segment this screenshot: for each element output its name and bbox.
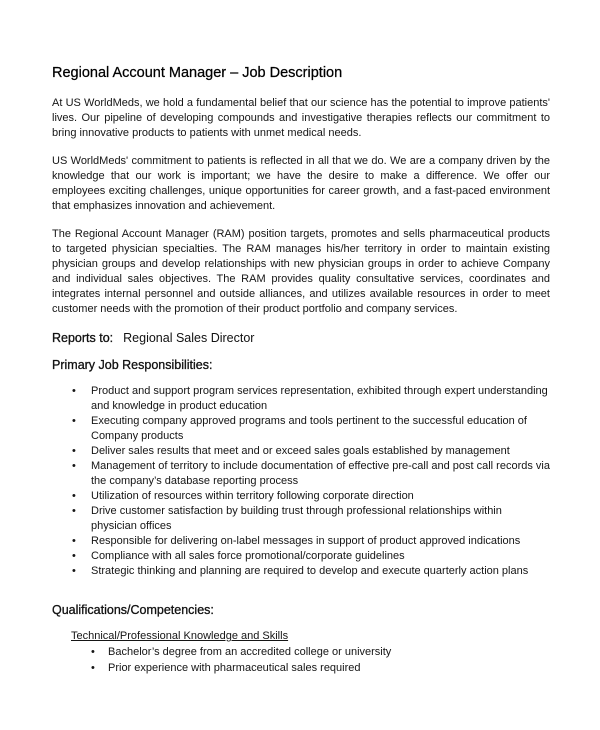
- bullet-icon: •: [72, 550, 76, 562]
- list-item: • Strategic thinking and planning are required to develop and execute quarterly action plans: [72, 565, 529, 577]
- list-item: • Product and support program services representation, exhibited through expert understanding and knowledge in product education: [72, 385, 548, 412]
- responsibilities-heading: Primary Job Responsibilities:: [52, 358, 213, 372]
- bullet-icon: •: [72, 535, 76, 547]
- position-paragraph: The Regional Account Manager (RAM) position targets, promotes and sells pharmaceutical products to targeted physician specialties. The RAM manages his/her territory in order to maintain existing physician groups and develop relationships with new physician groups in order to achieve Company and individual sales objectives. The RAM provides quality consultative services, coordinates and integrates internal personnel and outside alliances, and utilizes available resources in order to meet customer needs with the promotion of their product portfolio and company services.: [52, 228, 550, 315]
- document-title: Regional Account Manager – Job Description: [52, 65, 343, 81]
- bullet-icon: •: [72, 445, 76, 457]
- list-item: • Responsible for delivering on-label messages in support of product approved indications: [72, 535, 521, 547]
- bullet-icon: •: [72, 490, 76, 502]
- bullet-icon: •: [72, 505, 76, 517]
- list-item: • Compliance with all sales force promotional/corporate guidelines: [72, 550, 405, 562]
- bullet-icon: •: [72, 415, 76, 427]
- reports-to-value: Regional Sales Director: [123, 331, 255, 345]
- list-item: • Prior experience with pharmaceutical sales required: [52, 661, 550, 677]
- commitment-paragraph: US WorldMeds' commitment to patients is reflected in all that we do. We are a company driven by the knowledge that our work is important; we have the desire to make a difference. We offer our employees exciting challenges, unique opportunities for career growth, and a fast-paced environment that emphasizes innovation and achievement.: [52, 155, 550, 212]
- list-item: • Executing company approved programs and tools pertinent to the successful education of Company products: [72, 415, 527, 442]
- responsibilities-list: [52, 384, 550, 579]
- qualifications-list: [52, 645, 550, 676]
- reports-to-label: Reports to:: [52, 331, 114, 345]
- list-item: • Utilization of resources within territory following corporate direction: [72, 490, 414, 502]
- reports-to: [52, 330, 550, 346]
- qualifications-subheading: Technical/Professional Knowledge and Skills: [71, 630, 289, 642]
- bullet-icon: •: [72, 460, 76, 472]
- list-item: • Management of territory to include documentation of effective pre-call and post call records via the company’s database reporting process: [72, 460, 550, 487]
- intro-paragraph: At US WorldMeds, we hold a fundamental belief that our science has the potential to improve patients' lives. Our pipeline of developing compounds and investigative therapies reflects our commitment to bring innovative products to patients with unmet medical needs.: [52, 97, 550, 139]
- list-item: • Bachelor’s degree from an accredited college or university: [52, 645, 550, 661]
- qualifications-heading: Qualifications/Competencies:: [52, 603, 214, 617]
- bullet-icon: •: [91, 646, 95, 658]
- bullet-icon: •: [72, 385, 76, 397]
- bullet-icon: •: [72, 565, 76, 577]
- list-item: • Drive customer satisfaction by building trust through professional relationships within physician offices: [72, 505, 502, 532]
- bullet-icon: •: [91, 661, 95, 674]
- list-item: • Deliver sales results that meet and or exceed sales goals established by management: [72, 445, 510, 457]
